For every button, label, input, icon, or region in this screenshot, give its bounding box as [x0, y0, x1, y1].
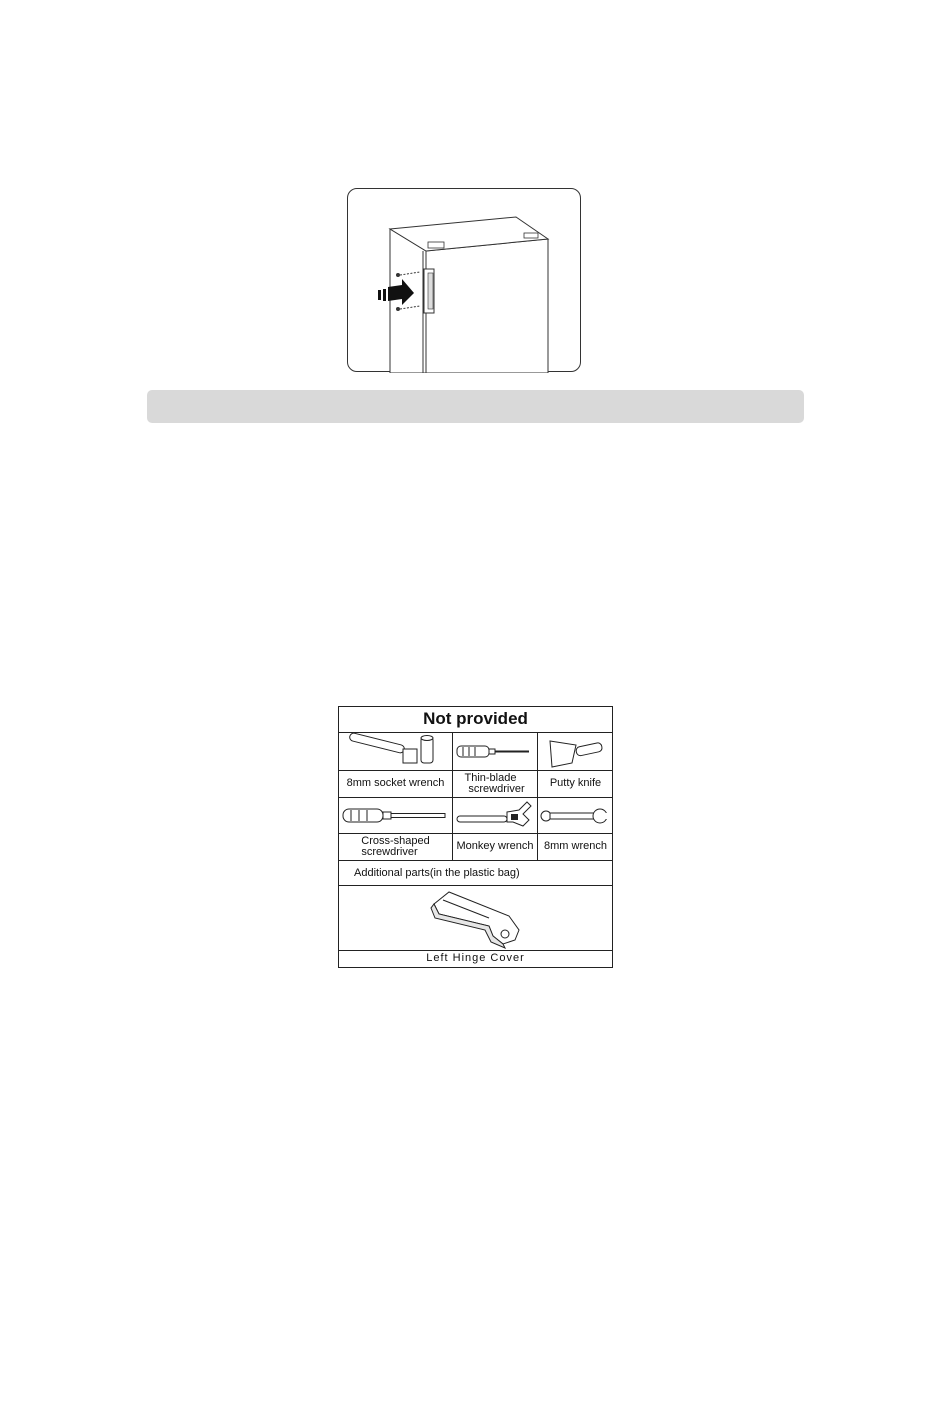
tools-table — [338, 706, 613, 968]
tool-label-cross-line1: Cross-shaped — [361, 835, 430, 847]
section-header-bar — [147, 390, 804, 423]
thin-blade-screwdriver-icon — [453, 733, 537, 770]
putty-knife-icon — [538, 733, 613, 770]
additional-parts-label: Additional parts(in the plastic bag) — [354, 867, 520, 879]
tool-label-socket-wrench: 8mm socket wrench — [346, 777, 445, 789]
tool-label-8mm-wrench: 8mm wrench — [544, 840, 607, 852]
tool-label-cross-line2: screwdriver — [361, 846, 418, 858]
cross-screwdriver-icon — [339, 798, 452, 833]
tool-label-monkey-wrench: Monkey wrench — [456, 840, 534, 852]
tool-label-putty-knife: Putty knife — [549, 777, 602, 789]
open-end-wrench-icon — [538, 798, 613, 833]
left-hinge-cover-label: Left Hinge Cover — [426, 952, 525, 964]
socket-wrench-icon — [339, 733, 452, 770]
freezer-door-drawing — [348, 189, 582, 373]
hinge-cover-icon — [339, 886, 612, 950]
table-title: Not provided — [423, 709, 528, 728]
freezer-hinge-illustration — [347, 188, 581, 372]
tool-label-thin-blade-line2: screwdriver — [468, 783, 525, 795]
monkey-wrench-icon — [453, 798, 537, 833]
tool-label-thin-blade-line1: Thin-blade — [464, 772, 517, 784]
